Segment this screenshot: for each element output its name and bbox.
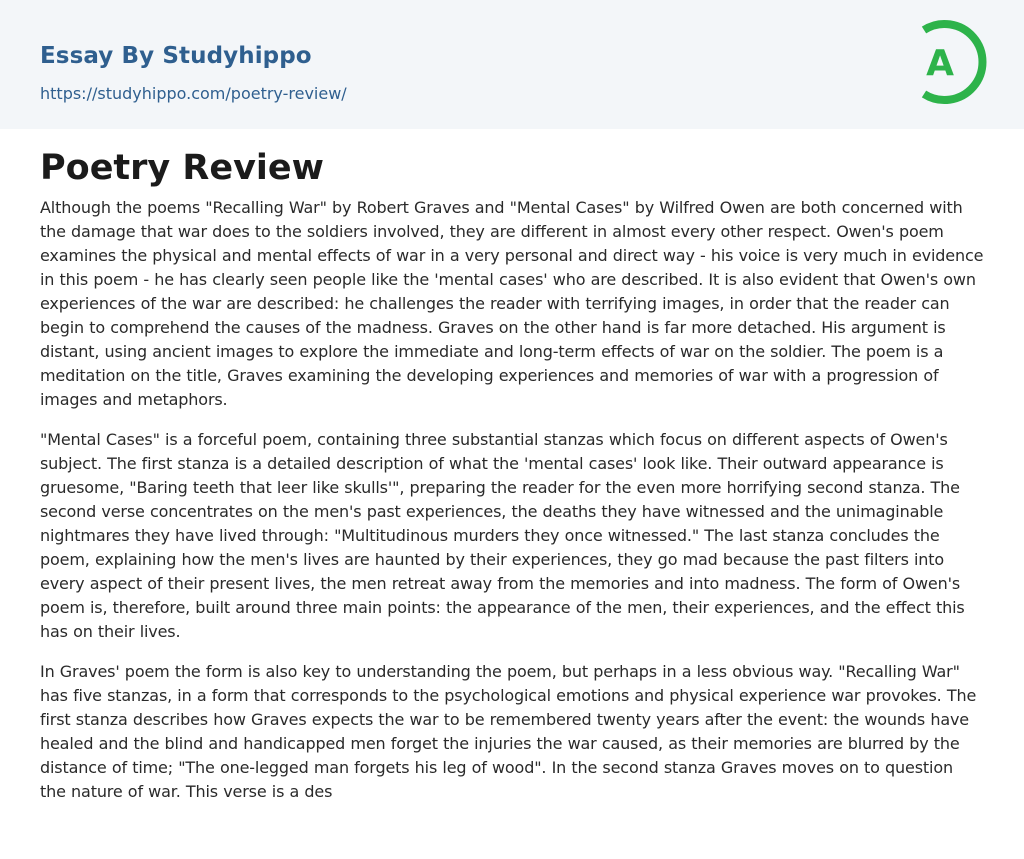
page-title: Poetry Review xyxy=(40,148,324,188)
article-body xyxy=(40,140,984,820)
site-header xyxy=(0,0,1024,129)
article-paragraph-3: In Graves' poem the form is also key to understanding the poem, but perhaps in a less obvious way. "Recalling War" has five stanzas, in a form that corresponds to the psychological emotions and physical experience war provokes. The first stanza describes how Graves expects the war to be remembered twenty years after the event: the wounds have healed and the blind and handicapped men forget the injuries the war caused, as their memories are blurred by the distance of time; "The one-legged man forgets his leg of wood". In the second stanza Graves moves on to question the nature of war. This verse is a des xyxy=(40,662,977,801)
article-paragraph-1: Although the poems "Recalling War" by Robert Graves and "Mental Cases" by Wilfred Owen are both concerned with the damage that war does to the soldiers involved, they are different in almost every other respect. Owen's poem examines the physical and mental effects of war in a very personal and direct way - his voice is very much in evidence in this poem - he has clearly seen people like the 'mental cases' who are described. It is also evident that Owen's own experiences of the war are described: he challenges the reader with terrifying images, in order that the reader can begin to comprehend the causes of the madness. Graves on the other hand is far more detached. His argument is distant, using ancient images to explore the immediate and long-term effects of war on the soldier. The poem is a meditation on the title, Graves examining the developing experiences and memories of war with a progression of images and metaphors. xyxy=(40,198,984,409)
studyhippo-logo-icon[interactable] xyxy=(908,16,992,108)
article-paragraph-2: "Mental Cases" is a forceful poem, containing three substantial stanzas which focus on different aspects of Owen's subject. The first stanza is a detailed description of what the 'mental cases' look like. Their outward appearance is gruesome, "Baring teeth that leer like skulls'", preparing the reader for the even more horrifying second stanza. The second verse concentrates on the men's past experiences, the deaths they have witnessed and the unimaginable nightmares they have lived through: "Multitudinous murders they once witnessed." The last stanza concludes the poem, explaining how the men's lives are haunted by their experiences, they go mad because the past filters into every aspect of their present lives, the men retreat away from the memories and into madness. The form of Owen's poem is, therefore, built around three main points: the appearance of the men, their experiences, and the effect this has on their lives. xyxy=(40,430,965,641)
site-name: Essay By Studyhippo xyxy=(40,43,312,69)
logo-letter: A xyxy=(926,43,954,84)
article-url-link[interactable]: https://studyhippo.com/poetry-review/ xyxy=(40,84,347,103)
